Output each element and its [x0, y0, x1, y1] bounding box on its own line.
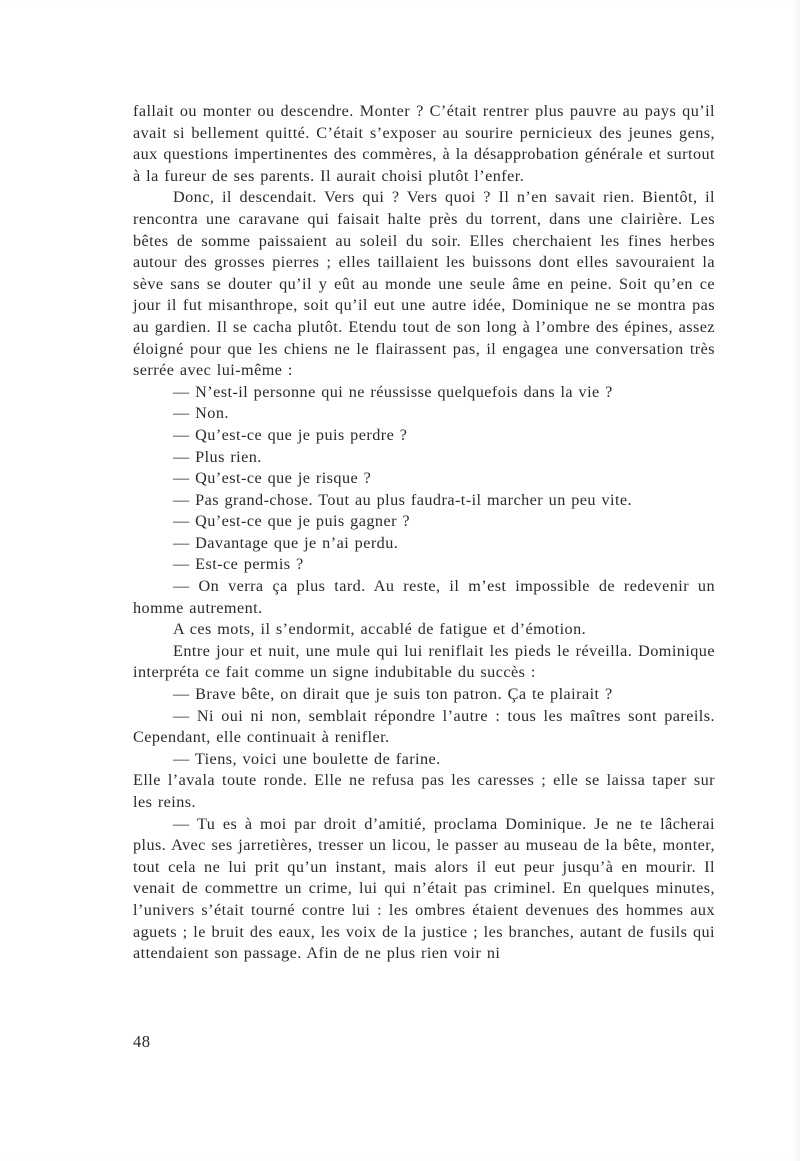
dialogue-line: — Est-ce permis ?	[173, 555, 304, 574]
dialogue-line: — Tiens, voici une boulette de farine.	[173, 749, 441, 768]
dialogue-line: — Non.	[173, 404, 229, 423]
dialogue-line: — Brave bête, on dirait que je suis ton patron. Ça te plairait ?	[173, 685, 613, 704]
dialogue-line: — N’est-il personne qui ne réussisse quelquefois dans la vie ?	[173, 382, 613, 401]
dialogue-line: — Qu’est-ce que je risque ?	[173, 469, 372, 488]
paragraph: A ces mots, il s’endormit, accablé de fatigue et d’émotion.	[173, 620, 587, 639]
page-number: 48	[133, 1032, 151, 1051]
dialogue-line: — Pas grand-chose. Tout au plus faudra-t-il marcher un peu vite.	[173, 490, 633, 509]
paragraph: fallait ou monter ou descendre. Monter ? C’était rentrer plus pauvre au pays qu’il avait si bellement quitté. C’était s’exposer au sourire pernicieux des jeunes gens, aux questions impertinentes des commères, à la désapprobation générale et surtout à la fureur de ses parents. Il aurait choisi plutôt l’enfer.	[133, 102, 715, 185]
paragraph: Entre jour et nuit, une mule qui lui reniflait les pieds le réveilla. Dominique interpréta ce fait comme un signe indubitable du succès :	[133, 641, 715, 682]
dialogue-line: — Qu’est-ce que je puis gagner ?	[173, 512, 411, 531]
dialogue-line: — Qu’est-ce que je puis perdre ?	[173, 425, 408, 444]
dialogue-line: — Plus rien.	[173, 447, 262, 466]
paragraph: Elle l’avala toute ronde. Elle ne refusa pas les caresses ; elle se laissa taper sur les reins.	[133, 771, 715, 811]
dialogue-line: — Davantage que je n’ai perdu.	[173, 533, 399, 552]
dialogue-line: — Ni oui ni non, semblait répondre l’autre : tous les maîtres sont pareils. Cependant, elle continuait à renifler.	[133, 706, 715, 747]
dialogue-line: — On verra ça plus tard. Au reste, il m’est impossible de redevenir un homme autrement.	[133, 577, 715, 617]
paragraph: Donc, il descendait. Vers qui ? Vers quoi ? Il n’en savait rien. Bientôt, il rencontra une caravane qui faisait halte près du torrent, dans une clairière. Les bêtes de somme paissaient au soleil du soir. Elles cherchaient les fines herbes autour des grosses pierres ; elles taillaient les buissons dont elles savouraient la sève sans se douter qu’il y eût au monde une seule âme en peine. Soit qu’en ce jour il fut misanthrope, soit qu’il eut une autre idée, Dominique ne se montra pas au gardien. Il se cacha plutôt. Etendu tout de son long à l’ombre des épines, assez éloigné pour que les chiens ne le flairassent pas, il engagea une conversation très serrée avec lui-même :	[133, 188, 715, 380]
body-text	[133, 101, 715, 965]
dialogue-line: — Tu es à moi par droit d’amitié, proclama Dominique. Je ne te lâcherai plus. Avec ses jarretières, tresser un licou, le passer au museau de la bête, monter, tout cela ne lui prit qu’un instant, mais alors il eut peur jusqu’à en mourir. Il venait de commettre un crime, lui qui n’était pas criminel. En quelques minutes, l’univers s’était tourné contre lui : les ombres étaient devenues des hommes aux aguets ; le bruit des eaux, les voix de la justice ; les branches, autant de fusils qui attendaient son passage. Afin de ne plus rien voir ni	[133, 814, 715, 963]
